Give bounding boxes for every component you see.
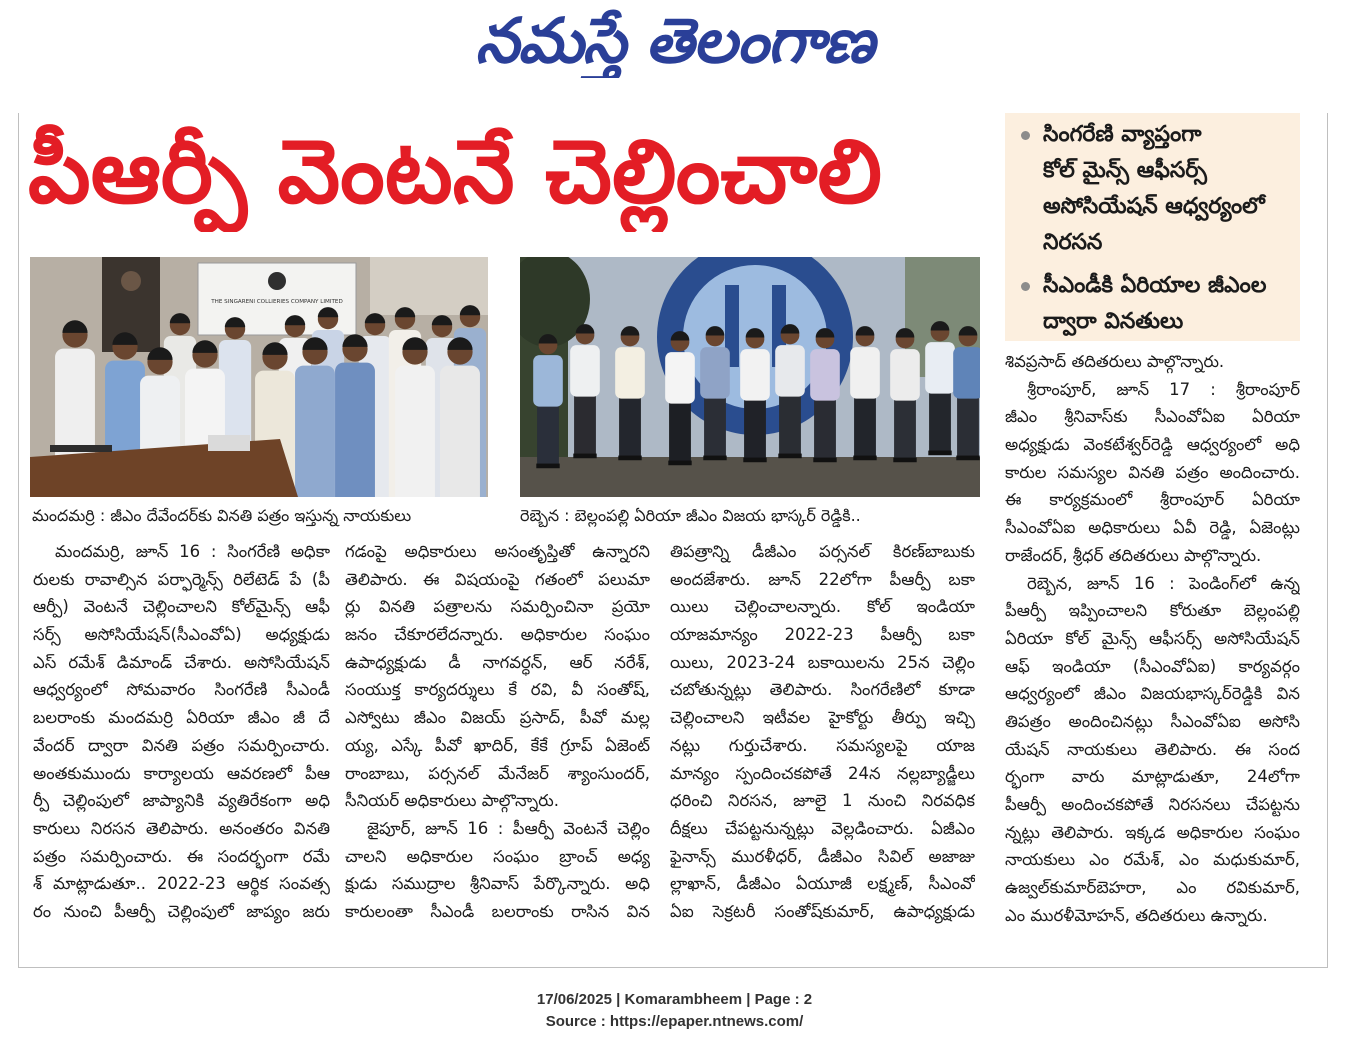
person-shirt (925, 342, 955, 393)
article-text-line: చెల్లించాలని ఇటీవల హైకోర్టు తీర్పు ఇచ్చి (670, 708, 975, 728)
person-shoes (703, 456, 726, 461)
article-text-line: ర్పీ చెల్లింపులో జాప్యానికి వ్యతిరేకంగా అధి (33, 791, 330, 811)
person-shoes (853, 456, 876, 461)
photo-image (30, 257, 488, 497)
article-headline: పీఆర్పీ వెంటనే చెల్లించాలి (28, 120, 882, 223)
photo-mandamarri (30, 257, 488, 497)
article-column-2 (345, 538, 650, 926)
person-shirt (775, 345, 805, 396)
article-text-line: వేందర్ ద్వారా వినతి పత్రం సమర్పించారు. (33, 735, 330, 755)
highlight-line: సీఎండీకి ఏరియాల జీఎంల (1043, 273, 1267, 298)
paper-stack (208, 435, 250, 451)
article-text-line: సీనియర్ అధికారులు పాల్గొన్నారు. (345, 791, 559, 811)
highlights-box (1005, 113, 1300, 341)
article-text-line: యిలు చెల్లించాలన్నారు. కోల్ ఇండియా (670, 597, 975, 617)
article-text-line: రెబ్బెన, జూన్ 16 : పెండింగ్‌లో ఉన్న (1027, 573, 1300, 593)
article-text-line: తిపత్రం అందించినట్లు సీఎంవోఏఐ అసోసి (1005, 711, 1300, 731)
article-text-line: శ్రీరాంపూర్, జూన్ 17 : శ్రీరాంపూర్ (1027, 379, 1300, 399)
article-text-line: యేషన్ నాయకులు తెలిపారు. ఈ సంద (1005, 739, 1300, 759)
article-text-line: తిపత్రాన్ని డీజీఎం పర్సనల్ కిరణ్‌బాబుకు (670, 542, 975, 561)
person-trousers (779, 394, 801, 456)
person-trousers (574, 394, 596, 456)
person-shirt (890, 349, 920, 400)
edition-info: 17/06/2025 | Komarambheem | Page : 2 (536, 991, 813, 1008)
article-text-line: ఆఫ్ ఇండియా (సీఎంవోఏఐ) కార్యవర్గం (1005, 656, 1300, 676)
article-text-line: ఏరియా కోల్ మైన్స్ ఆఫీసర్స్ అసోసియేషన్ (1005, 628, 1300, 648)
article-text-line: పీఆర్పీ ఇప్పించాలని కోరుతూ బెల్లంపల్లి (1005, 601, 1300, 621)
person-trousers (854, 396, 876, 458)
bullet-icon (1021, 131, 1030, 140)
article-text-line: కారుల సమస్యల వినతి పత్రం అందించారు. (1005, 462, 1300, 482)
article-text-line: నాయకులు ఎం రమేశ్, ఎం మధుకుమార్, (1005, 850, 1300, 870)
article-text-line: య్య, ఎస్కే పీవో ఖాదిర్, కేకే గ్రూప్ ఏజెంట్ (345, 735, 650, 755)
person-trousers (704, 396, 726, 458)
article-text-line: ఏఐ సెక్రటరీ సంతోష్‌కుమార్, ఉపాధ్యక్షుడు (670, 901, 975, 921)
article-text-line: సీఎంవోఏఐ అధికారులు ఏవీ రెడ్డి, ఏజెంట్లు (1005, 518, 1300, 538)
person-trousers (814, 398, 836, 460)
article-text-line: ఎస్ రమేశ్ డిమాండ్ చేశారు. అసోసియేషన్ (33, 652, 330, 672)
article-text-line: న్నట్లు తెలిపారు. ఇక్కడ అధికారుల సంఘం (1005, 822, 1300, 842)
article-text-line: దీక్షలు చేపట్టనున్నట్లు వెల్లడించారు. ఏజీఎం (670, 818, 975, 838)
person-shirt (570, 345, 600, 396)
article-text-line: ఈ కార్యక్రమంలో శ్రీరాంపూర్ ఏరియా (1005, 490, 1300, 510)
person-trousers (957, 396, 979, 458)
article-text-line: యిలు, 2023-24 బకాయిలను 25న చెల్లిం (670, 652, 975, 672)
photo-caption: రెబ్బెన : బెల్లంపల్లి ఏరియా జీఎం విజయ భాస్కర్ రెడ్డికి.. (520, 506, 861, 525)
article-text-line: రాజేందర్, శ్రీధర్ తదితరులు పాల్గొన్నారు. (1005, 545, 1262, 565)
article-text-line: క్షుడు సముద్రాల శ్రీనివాస్ పేర్కొన్నారు. అధి (345, 874, 650, 894)
newspaper-masthead: నమస్తే తెలంగాణ (475, 4, 874, 77)
highlight-line: నిరసన (1043, 230, 1103, 255)
person-trousers (619, 396, 641, 458)
article-text-line: ఉజ్వల్‌కుమార్‌బెహరా, ఎం రవికుమార్, (1005, 878, 1300, 898)
article-text-line: మందమర్రి, జూన్ 16 : సింగరేణి అధికా (55, 542, 330, 561)
person-shoes (928, 451, 951, 456)
article-column-3 (670, 538, 975, 926)
article-text-line: శివప్రసాద్ తదితరులు పాల్గొన్నారు. (1005, 352, 1225, 371)
person-shirt (440, 366, 480, 497)
photo-caption: మందమర్రి : జీఎం దేవేందర్‌కు వినతి పత్రం ఇస్తున్న నాయకులు (32, 506, 412, 525)
article-text-line: రం నుంచి పీఆర్పీ చెల్లింపులో జాప్యం జరు (33, 901, 330, 921)
person-shoes (618, 456, 641, 461)
person-shoes (536, 464, 559, 469)
article-text-line: ఫైనాన్స్ మురళీధర్, డీజీఎం సివిల్ అజాజు (670, 846, 975, 866)
article-text-line: ల్లాఖాన్, డీజీఎం ఏయూజీ లక్ష్మణ్, సీఎంవో (670, 874, 975, 894)
article-text-line: ర్లు వినతి పత్రాలను సమర్పించినా ప్రయో (345, 597, 650, 617)
person-trousers (894, 398, 916, 460)
article-text-line: ఆర్పీ) వెంటనే చెల్లించాలని కోల్‌మైన్స్ ఆఫీ (33, 597, 330, 617)
article-text-line: జీఎం శ్రీనివాస్‌కు సీఎంవోఏఐ ఏరియా (1005, 407, 1300, 427)
article-text-line: ఆధ్వర్యంలో జీఎం విజయభాస్కర్‌రెడ్డికి విన (1005, 684, 1300, 704)
person-shirt (740, 349, 770, 400)
article-text-line: రాంబాబు, పర్సనల్ మేనేజర్ శ్యాంసుందర్, (345, 763, 650, 783)
highlight-line: అసోసియేషన్ ఆధ్వర్యంలో (1043, 194, 1265, 219)
article-text-line: సంయుక్త కార్యదర్శులు కే రవి, వీ సంతోష్, (345, 680, 650, 700)
photo-image (520, 257, 980, 497)
article-text-line: పత్రం సమర్పించారు. ఈ సందర్భంగా రమే (33, 846, 330, 866)
person-shirt (700, 347, 730, 398)
person-shirt (533, 355, 563, 406)
article-text-line: ర్భంగా వారు మాట్లాడుతూ, 24లోగా (1005, 767, 1300, 787)
person-shirt (810, 349, 840, 400)
person-shoes (743, 458, 766, 463)
person-trousers (537, 404, 559, 466)
article-text-line: ఆధ్వర్యంలో సోమవారం సింగరేణి సీఎండీ (33, 680, 330, 700)
article-text-line: ఎస్వోటు జీఎం విజయ్ ప్రసాద్, పీవో మల్ల (345, 708, 650, 728)
ground (520, 457, 980, 497)
article-text-line: గడంపై అధికారులు అసంతృప్తితో ఉన్నారని (345, 542, 650, 561)
article-text-line: ధరించి నిరసన, జూలై 1 నుంచి నిరవధిక (670, 791, 975, 811)
person-shirt (850, 347, 880, 398)
article-text-line: బలరాంకు మందమర్రి ఏరియా జీఎం జీ దే (33, 708, 330, 728)
article-text-line: సర్స్ అసోసియేషన్(సీఎంవోఏ) అధ్యక్షుడు (33, 625, 330, 645)
article-column-4 (1005, 348, 1300, 929)
article-column-1 (33, 538, 330, 926)
article-text-line: తెలిపారు. ఈ విషయంపై గతంలో పలుమా (345, 569, 650, 589)
photo-rebbena (520, 257, 980, 497)
person-trousers (669, 401, 691, 463)
person-shoes (813, 458, 836, 463)
source-link: Source : https://epaper.ntnews.com/ (545, 1013, 804, 1030)
article-text-line: శ్ మాట్లాడుతూ.. 2022-23 ఆర్థిక సంవత్స (33, 874, 330, 894)
highlight-item (1005, 117, 1300, 261)
person-shirt (335, 363, 375, 497)
person-shirt (665, 352, 695, 403)
person-shoes (573, 454, 596, 459)
banner-text: THE SINGARENI COLLIERIES COMPANY LIMITED (211, 299, 343, 305)
person-shoes (893, 458, 916, 463)
highlight-line: సింగరేణి వ్యాప్తంగా (1043, 122, 1202, 147)
person-shoes (956, 456, 979, 461)
article-text-line: అధ్యక్షుడు వెంకటేశ్వర్‌రెడ్డి ఆధ్వర్యంలో అధి (1005, 435, 1300, 455)
article-text-line: అందజేశారు. జూన్ 22లోగా పీఆర్పీ బకా (670, 569, 975, 589)
highlight-line: కోల్ మైన్స్ ఆఫీసర్స్ (1043, 158, 1207, 183)
article-text-line: మాన్యం స్పందించకపోతే 24న నల్లబ్యాడ్జీలు (670, 763, 975, 783)
article-text-line: ఎం మురళీమోహన్, తదితరులు ఉన్నారు. (1005, 905, 1268, 925)
person-shirt (395, 366, 435, 497)
article-text-line: రులకు రావాల్సిన పర్ఫార్మెన్స్ రిలేటెడ్ పే (పీ (33, 569, 330, 589)
person-trousers (929, 391, 951, 453)
person-shirt (953, 347, 980, 398)
person-shoes (668, 461, 691, 466)
article-text-line: జైపూర్, జూన్ 16 : పీఆర్పీ వెంటనే చెల్లిం (367, 818, 650, 838)
laptop (50, 445, 112, 452)
highlight-line: ద్వారా వినతులు (1043, 309, 1184, 334)
article-text-line: చాలని అధికారుల సంఘం బ్రాంచ్ అధ్య (345, 846, 650, 866)
banner-logo (268, 272, 286, 290)
article-text-line: ఉపాధ్యక్షుడు డీ నాగవర్ధన్, ఆర్ నరేశ్, (345, 652, 650, 672)
article-text-line: కారులంతా సీఎండీ బలరాంకు రాసిన విన (345, 901, 650, 921)
bullet-icon (1021, 282, 1030, 291)
person-shirt (615, 347, 645, 398)
article-text-line: చబోతున్నట్లు తెలిపారు. సింగరేణిలో కూడా (670, 680, 975, 700)
article-text-line: కారులు నిరసన తెలిపారు. అనంతరం వినతి (33, 818, 330, 838)
highlight-item (1005, 268, 1300, 340)
article-text-line: అంతకుముందు కార్యాలయ ఆవరణలో పీఆ (33, 763, 330, 783)
portrait-figure (121, 271, 141, 291)
person-trousers (744, 398, 766, 460)
person-shirt (295, 366, 335, 497)
article-text-line: పీఆర్పీ అందించకపోతే నిరసనలు చేపట్టను (1005, 795, 1300, 814)
article-text-line: నట్లు గుర్తుచేశారు. సమస్యలపై యాజ (670, 735, 975, 755)
article-text-line: యాజమాన్యం 2022-23 పీఆర్పీ బకా (670, 625, 975, 645)
article-text-line: జనం చేకూరలేదన్నారు. అధికారుల సంఘం (345, 625, 650, 645)
person-shoes (778, 454, 801, 459)
